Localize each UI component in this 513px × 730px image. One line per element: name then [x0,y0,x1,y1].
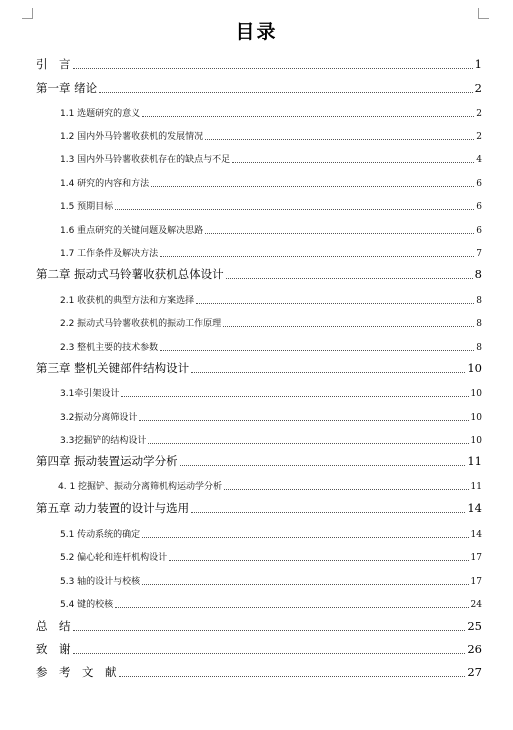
dot-leader [139,420,468,421]
toc-entry-page: 6 [476,179,482,189]
toc-entry-page: 6 [476,202,482,212]
toc-entry[interactable] [58,479,482,492]
dot-leader [191,372,465,373]
toc-entry[interactable] [60,199,482,212]
dot-leader [142,584,468,585]
toc-entry[interactable] [60,550,482,563]
toc-entry-page: 8 [476,343,482,353]
toc-entry-label: 1.3 国内外马铃薯收获机存在的缺点与不足 [60,155,231,165]
toc-entry[interactable] [60,223,482,236]
toc-entry[interactable] [60,597,482,610]
toc-entry-label: 引 言 [36,57,71,71]
dot-leader [148,443,468,444]
toc-entry-page: 25 [467,619,482,633]
dot-leader [115,607,468,608]
toc-entry[interactable] [36,80,482,96]
toc-entry[interactable] [60,152,482,165]
toc-entry-page: 10 [470,413,482,423]
toc-entry[interactable] [60,340,482,353]
toc-entry-page: 10 [470,436,482,446]
toc-entry[interactable] [60,410,482,423]
dot-leader [121,396,468,397]
toc-entry-page: 10 [467,361,482,375]
toc-entry-page: 17 [470,553,482,563]
toc-entry[interactable] [60,129,482,142]
toc-entry-page: 26 [467,642,482,656]
dot-leader [205,233,474,234]
dot-leader [224,489,469,490]
toc-entry-page: 8 [474,267,482,281]
toc-entry-page: 14 [467,501,482,515]
toc-entry[interactable] [60,106,482,119]
toc-entry-page: 2 [476,132,482,142]
toc-entry-label: 2.1 收获机的典型方法和方案选择 [60,296,195,306]
toc-entry-label: 1.5 预期目标 [60,202,114,212]
toc-entry[interactable] [36,266,482,282]
toc-entry-label: 致 谢 [36,642,71,656]
toc-entry-label: 3.3挖掘铲的结构设计 [60,436,147,446]
toc-entry-label: 第五章 动力装置的设计与选用 [36,501,190,515]
toc-entry-label: 4. 1 挖掘铲、振动分离筛机构运动学分析 [58,482,223,492]
toc-entry[interactable] [60,433,482,446]
toc-entry-page: 8 [476,319,482,329]
toc-entry[interactable] [36,641,482,657]
toc-entry-page: 6 [476,226,482,236]
toc-entry[interactable] [36,56,482,72]
dot-leader [73,653,466,654]
dot-leader [169,560,468,561]
toc-entry[interactable] [60,386,482,399]
dot-leader [160,256,474,257]
toc-entry-page: 27 [467,665,482,679]
toc-entry-page: 2 [474,81,482,95]
toc-entry[interactable] [60,574,482,587]
toc-entry-label: 2.2 振动式马铃薯收获机的振动工作原理 [60,319,222,329]
toc-entry-label: 5.4 键的校核 [60,600,114,610]
toc-entry-page: 10 [470,389,482,399]
toc-entry[interactable] [36,453,482,469]
dot-leader [180,465,466,466]
toc-entry-page: 8 [476,296,482,306]
toc-entry-label: 总 结 [36,619,71,633]
toc-entry-label: 5.1 传动系统的确定 [60,530,141,540]
toc-entry-label: 1.7 工作条件及解决方法 [60,249,159,259]
toc-entry[interactable] [60,176,482,189]
toc-entry[interactable] [36,500,482,516]
dot-leader [73,68,473,69]
toc-entry-label: 参 考 文 献 [36,665,117,679]
toc-entry[interactable] [36,664,482,680]
dot-leader [196,303,474,304]
dot-leader [223,326,474,327]
toc-entry-label: 第三章 整机关键部件结构设计 [36,361,190,375]
toc-entry-label: 3.2振动分离筛设计 [60,413,138,423]
toc-entry[interactable] [36,618,482,634]
dot-leader [205,139,474,140]
toc-entry-page: 1 [474,57,482,71]
toc-entry[interactable] [36,360,482,376]
toc-entry-page: 11 [470,482,482,492]
toc-entry-label: 第二章 振动式马铃薯收获机总体设计 [36,267,224,281]
dot-leader [160,350,474,351]
dot-leader [191,512,465,513]
dot-leader [142,116,474,117]
toc-entry-page: 7 [476,249,482,259]
toc-entry-label: 5.2 偏心轮和连杆机构设计 [60,553,168,563]
dot-leader [99,92,473,93]
toc-entry[interactable] [60,293,482,306]
toc-entry[interactable] [60,316,482,329]
dot-leader [73,630,466,631]
toc-title: 目录 [235,21,278,43]
dot-leader [232,162,474,163]
toc-entry-page: 2 [476,109,482,119]
toc-entry-label: 2.3 整机主要的技术参数 [60,343,159,353]
toc-entry-label: 1.6 重点研究的关键问题及解决思路 [60,226,204,236]
toc-entry-page: 11 [467,454,482,468]
toc-entry[interactable] [60,527,482,540]
dot-leader [119,676,466,677]
toc-entry-label: 1.1 选题研究的意义 [60,109,141,119]
toc-entry-label: 第一章 绪论 [36,81,98,95]
dot-leader [142,537,468,538]
toc-entry-label: 第四章 振动装置运动学分析 [36,454,178,468]
toc-entry-page: 14 [470,530,482,540]
dot-leader [226,278,473,279]
dot-leader [151,186,474,187]
toc-entry[interactable] [60,246,482,259]
toc-entry-page: 17 [470,577,482,587]
toc-entry-page: 4 [476,155,482,165]
dot-leader [115,209,474,210]
toc-entry-label: 1.4 研究的内容和方法 [60,179,150,189]
toc-entry-label: 5.3 轴的设计与校核 [60,577,141,587]
toc-entry-label: 1.2 国内外马铃薯收获机的发展情况 [60,132,204,142]
toc-entry-page: 24 [470,600,482,610]
toc-entry-label: 3.1牵引架设计 [60,389,120,399]
